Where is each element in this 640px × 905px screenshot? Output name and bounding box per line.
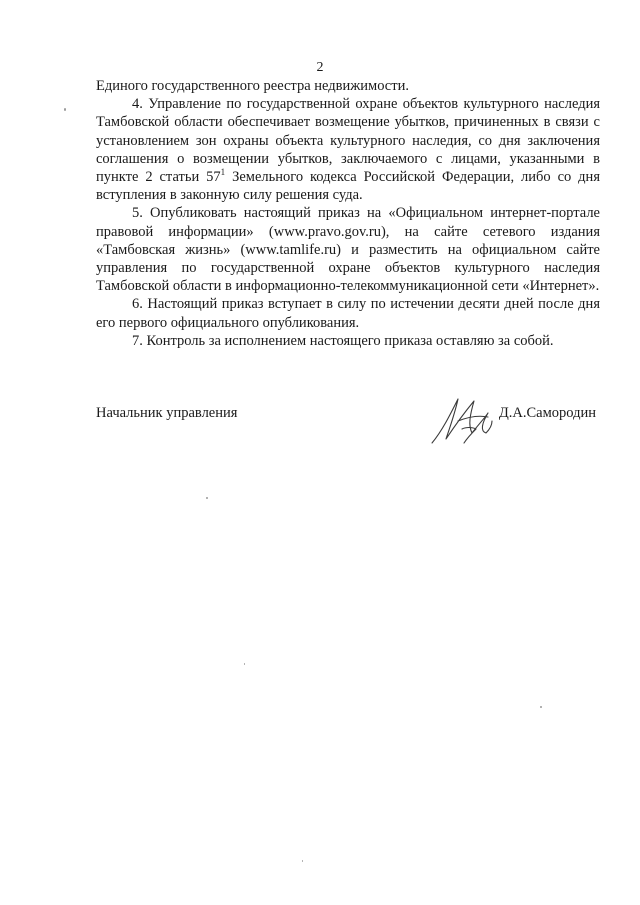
document-body [96,77,600,350]
paragraph-6: 6. Настоящий приказ вступает в силу по истечении десяти дней после дня его первого официального опубликования. [96,296,600,331]
paragraph-4-tail: Земельного кодекса Российской Федерации, либо со дня вступления в законную силу решения суда. [96,169,600,204]
signer-position: Начальник управления [96,405,238,421]
scan-speck [244,663,245,665]
article-superscript: 1 [220,167,226,178]
scan-speck [540,706,542,708]
scan-speck [302,860,303,862]
scan-speck [206,497,208,499]
signer-name: Д.А.Самородин [498,405,596,421]
paragraph-5: 5. Опубликовать настоящий приказ на «Официальном интернет-портале правовой информации» (www.pravo.gov.ru), на сайте сетевого издания «Тамбовская жизнь» (www.tamlife.ru) и разместить на официальном сайте управления по государственной охране объектов культурного наследия Тамбовской области в информационно-телекоммуникационной сети «Интернет». [96,205,600,295]
signature-block [96,405,600,445]
page-number: 2 [316,60,324,75]
scan-speck [64,108,66,111]
paragraph-7: 7. Контроль за исполнением настоящего приказа оставляю за собой. [132,332,554,349]
paragraph-4-text: 4. Управление по государственной охране объектов культурного наследия Тамбовской области обеспечивает возмещение убытков, причиненных в связи с установлением зон охраны объекта культурного наследия, со дня заключения соглашения о возмещении убытков, заключаемого с лицами, указанными в пункте 2 статьи 57 [96,96,600,186]
paragraph-continuation: Единого государственного реестра недвижимости. [96,78,409,94]
paragraph-4 [96,95,600,204]
handwritten-signature [428,393,498,448]
